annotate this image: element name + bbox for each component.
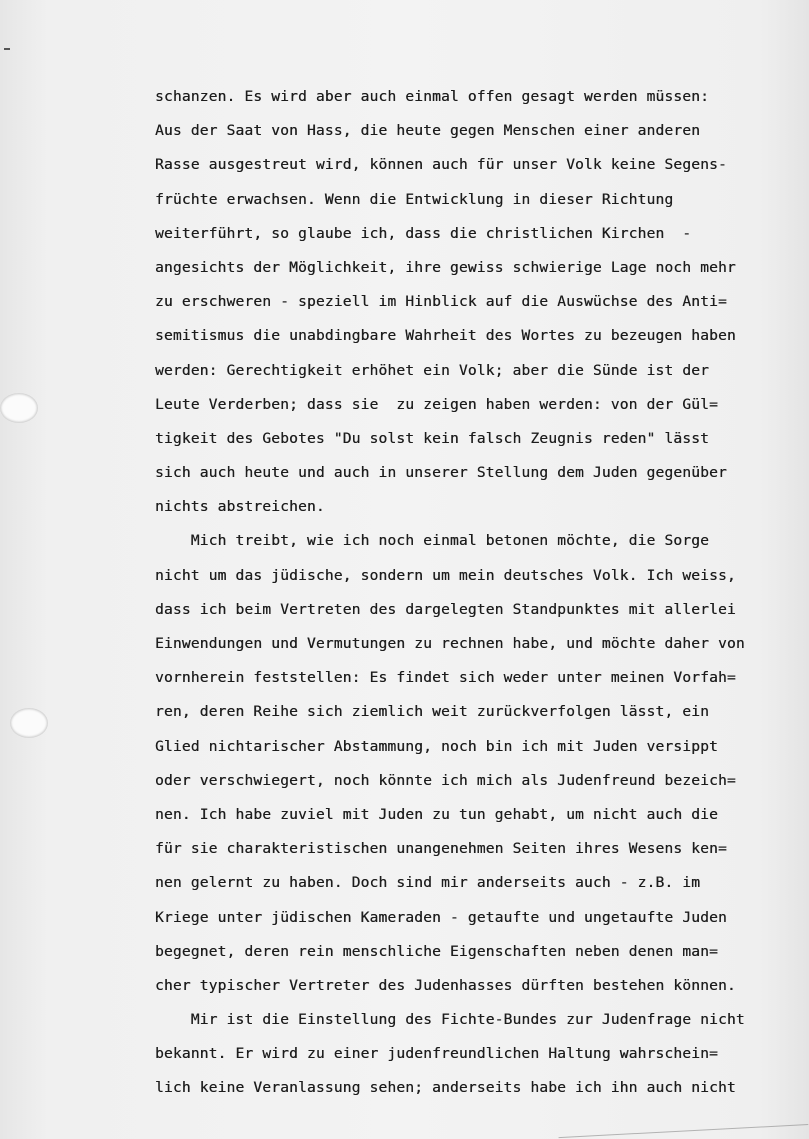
text-line: werden: Gerechtigkeit erhöhet ein Volk; aber die Sünde ist der: [155, 361, 710, 379]
typewritten-text: [155, 80, 809, 1106]
text-line: früchte erwachsen. Wenn die Entwicklung in dieser Richtung: [155, 190, 674, 208]
text-line: weiterführt, so glaube ich, dass die christlichen Kirchen -: [155, 224, 692, 242]
text-line: nichts abstreichen.: [155, 498, 325, 516]
text-line: Einwendungen und Vermutungen zu rechnen habe, und möchte daher von: [155, 635, 745, 652]
text-line: semitismus die unabdingbare Wahrheit des Wortes zu bezeugen haben: [155, 327, 736, 345]
text-line: oder verschwiegert, noch könnte ich mich als Judenfreund bezeich=: [155, 771, 736, 789]
text-line: Leute Verderben; dass sie zu zeigen haben werden: von der Gül=: [155, 395, 718, 413]
text-line: schanzen. Es wird aber auch einmal offen gesagt werden müssen:: [155, 88, 710, 105]
text-line: sich auch heute und auch in unserer Stellung dem Juden gegenüber: [155, 464, 727, 482]
text-line: bekannt. Er wird zu einer judenfreundlichen Haltung wahrschein=: [155, 1045, 718, 1063]
text-line: begegnet, deren rein menschliche Eigenschaften neben denen man=: [155, 942, 718, 960]
text-line: Mir ist die Einstellung des Fichte-Bundes zur Judenfrage nicht: [155, 1011, 745, 1029]
text-line: Kriege unter jüdischen Kameraden - getaufte und ungetaufte Juden: [155, 908, 727, 926]
text-line: nicht um das jüdische, sondern um mein deutsches Volk. Ich weiss,: [155, 566, 736, 584]
text-line: Glied nichtarischer Abstammung, noch bin ich mit Juden versippt: [155, 737, 718, 755]
text-line: Aus der Saat von Hass, die heute gegen Menschen einer anderen: [155, 122, 701, 140]
text-line: dass ich beim Vertreten des dargelegten Standpunktes mit allerlei: [155, 600, 736, 618]
text-line: cher typischer Vertreter des Judenhasses dürften bestehen können.: [155, 976, 736, 994]
text-line: tigkeit des Gebotes "Du solst kein falsch Zeugnis reden" lässt: [155, 429, 710, 447]
text-line: angesichts der Möglichkeit, ihre gewiss schwierige Lage noch mehr: [155, 258, 736, 276]
text-line: nen gelernt zu haben. Doch sind mir anderseits auch - z.B. im: [155, 874, 701, 892]
text-line: nen. Ich habe zuviel mit Juden zu tun gehabt, um nicht auch die: [155, 805, 718, 823]
torn-edge: [559, 1124, 809, 1139]
text-line: zu erschweren - speziell im Hinblick auf die Auswüchse des Anti=: [155, 293, 727, 311]
text-line: Rasse ausgestreut wird, können auch für unser Volk keine Segens-: [155, 156, 727, 174]
punch-hole-lower: [10, 708, 48, 738]
text-line: ren, deren Reihe sich ziemlich weit zurückverfolgen lässt, ein: [155, 703, 710, 721]
punch-hole-upper: [0, 393, 38, 423]
text-line: für sie charakteristischen unangenehmen Seiten ihres Wesens ken=: [155, 840, 727, 858]
edge-mark: [4, 48, 10, 50]
text-line: lich keine Veranlassung sehen; anderseits habe ich ihn auch nicht: [155, 1079, 736, 1097]
text-line: Mich treibt, wie ich noch einmal betonen möchte, die Sorge: [155, 532, 710, 550]
text-line: vornherein feststellen: Es findet sich weder unter meinen Vorfah=: [155, 669, 736, 687]
